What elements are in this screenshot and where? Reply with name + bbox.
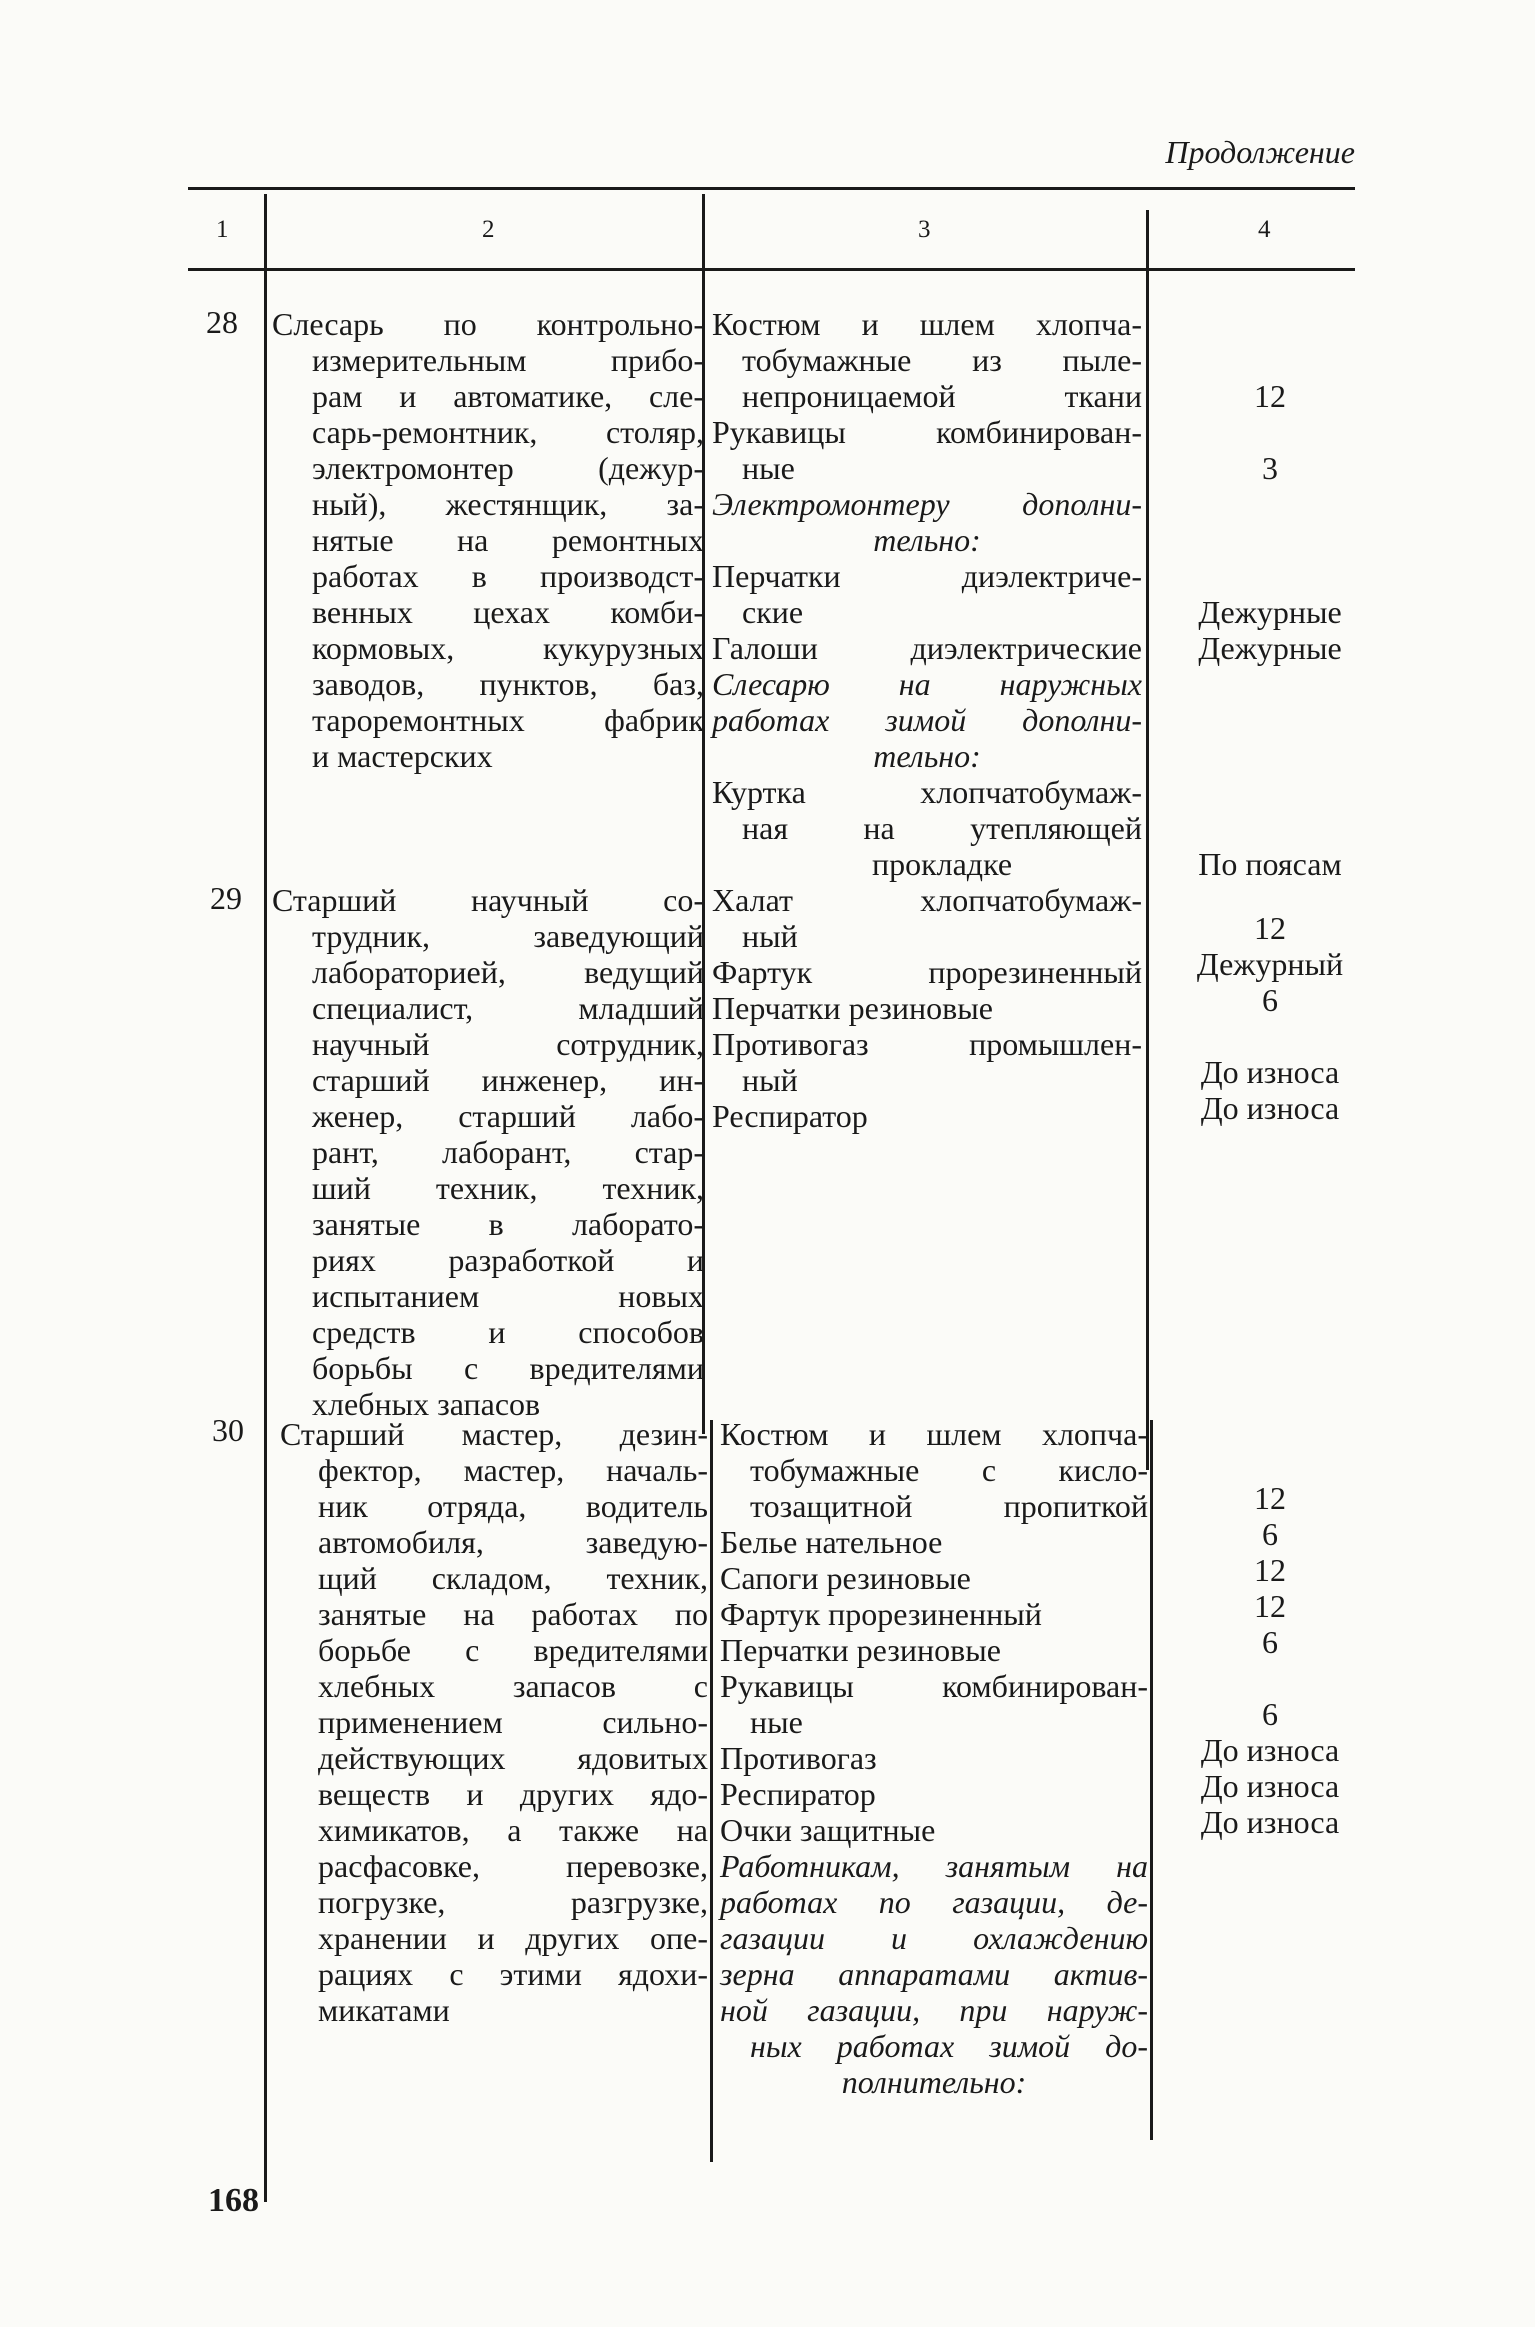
row-28-description-line: рам и автоматике, сле- (312, 378, 704, 414)
row-30-description-line: хранении и других опе- (318, 1920, 708, 1956)
row-30-description-line: хлебных запасов с (318, 1668, 708, 1704)
row-28-description-line: сарь-ремонтник, столяр, (312, 414, 704, 450)
row-30-item-line: Перчатки резиновые (720, 1632, 1001, 1668)
row-30-description-line: веществ и других ядо- (318, 1776, 708, 1812)
row-29-description-line: лабораторией, ведущий (312, 954, 704, 990)
row-28-item-line: Слесарю на наружных (712, 666, 1142, 702)
row-30-norm: 6 (1262, 1516, 1278, 1552)
row-30-item-line: Рукавицы комбинирован- (720, 1668, 1148, 1704)
row-30-description-line: погрузке, разгрузке, (318, 1884, 708, 1920)
row-number: 30 (212, 1412, 244, 1448)
row-30-description-line: расфасовке, перевозке, (318, 1848, 708, 1884)
row-28-description-line: заводов, пунктов, баз, (312, 666, 704, 702)
row-28-item-line: Рукавицы комбинирован- (712, 414, 1142, 450)
row-28-item-line: ная на утепляющей (742, 810, 1142, 846)
row-29-norm: 12 (1254, 910, 1286, 946)
row-30-norm: До износа (1200, 1768, 1340, 1804)
row-30-description-line: Старший мастер, дезин- (280, 1416, 708, 1452)
row-30-description-line: действующих ядовитых (318, 1740, 708, 1776)
row-30-item-line: Фартук прорезиненный (720, 1596, 1042, 1632)
row-28-norm: Дежурные (1198, 630, 1342, 666)
row-29-norm: До износа (1200, 1054, 1340, 1090)
page-number: 168 (208, 2182, 259, 2219)
row-29-norm: 6 (1262, 982, 1278, 1018)
row-28-description-line: нятые на ремонтных (312, 522, 704, 558)
row-30-description-line: рациях с этими ядохи- (318, 1956, 708, 1992)
row-28-description-line: электромонтер (дежур- (312, 450, 704, 486)
column-header-1: 1 (216, 216, 229, 243)
row-30-norm: 12 (1254, 1552, 1286, 1588)
row-29-description-line: испытанием новых (312, 1278, 704, 1314)
row-29-description-line: старший инженер, ин- (312, 1062, 704, 1098)
row-30-norm: 6 (1262, 1696, 1278, 1732)
row-28-item-line: Электромонтеру дополни- (712, 486, 1142, 522)
row-29-norm: До износа (1200, 1090, 1340, 1126)
row-28-norm: 12 (1254, 378, 1286, 414)
row-30-description-line: щий складом, техник, (318, 1560, 708, 1596)
table-top-rule (188, 187, 1355, 190)
row-28-norm: По поясам (1198, 846, 1342, 882)
row-30-norm: 12 (1254, 1480, 1286, 1516)
row-28-description-line: тароремонтных фабрик (312, 702, 704, 738)
row-29-description-line: занятые в лаборато- (312, 1206, 704, 1242)
row-28-item-line: Галоши диэлектрические (712, 630, 1142, 666)
row-28-item-line: ные (742, 450, 795, 486)
row-28-description-line: Слесарь по контрольно- (272, 306, 704, 342)
row-29-item-line: ный (742, 1062, 798, 1098)
row-28-item-line: тельно: (873, 522, 981, 558)
row-29-description-line: трудник, заведующий (312, 918, 704, 954)
row-29-description-line: научный сотрудник, (312, 1026, 704, 1062)
row-29-item-line: Респиратор (712, 1098, 868, 1134)
column-header-2: 2 (482, 216, 495, 243)
row-29-item-line: ный (742, 918, 798, 954)
row-30-description-line: фектор, мастер, началь- (318, 1452, 708, 1488)
row-29-item-line: Фартук прорезиненный (712, 954, 1142, 990)
row-28-item-line: Перчатки диэлектриче- (712, 558, 1142, 594)
row-30-item-line: тобумажные с кисло- (750, 1452, 1148, 1488)
row-30-item-line: Белье нательное (720, 1524, 943, 1560)
row-29-description-line: риях разработкой и (312, 1242, 704, 1278)
row-28-item-line: непроницаемой ткани (742, 378, 1142, 414)
row-30-item-line: газации и охлаждению (720, 1920, 1148, 1956)
row-28-norm: 3 (1262, 450, 1278, 486)
row-30-description-line: занятые на работах по (318, 1596, 708, 1632)
table-header-rule (188, 268, 1355, 271)
row-29-description-line: хлебных запасов (312, 1386, 541, 1422)
row-29-item-line: Халат хлопчатобумаж- (712, 882, 1142, 918)
row-29-norm: Дежурный (1196, 946, 1344, 982)
row-number: 29 (210, 880, 242, 916)
row-28-item-line: Куртка хлопчатобумаж- (712, 774, 1142, 810)
row-28-description-line: работах в производст- (312, 558, 704, 594)
row-30-item-line: Респиратор (720, 1776, 876, 1812)
continuation-label: Продолжение (1165, 134, 1355, 170)
row-28-description-line: и мастерских (312, 738, 493, 774)
row-30-description-line: борьбе с вредителями (318, 1632, 708, 1668)
column-divider-3 (1146, 210, 1149, 1470)
row-30-item-line: Сапоги резиновые (720, 1560, 971, 1596)
row-30-item-line: ные (750, 1704, 803, 1740)
row-28-item-line: Костюм и шлем хлопча- (712, 306, 1142, 342)
row-30-item-line: Работникам, занятым на (720, 1848, 1148, 1884)
row-28-item-line: работах зимой дополни- (712, 702, 1142, 738)
row-29-description-line: ший техник, техник, (312, 1170, 704, 1206)
row-30-item-line: ной газации, при наруж- (720, 1992, 1148, 2028)
column-divider-2b (710, 1420, 713, 2162)
row-28-description-line: ный), жестянщик, за- (312, 486, 704, 522)
row-number: 28 (206, 304, 238, 340)
row-28-description-line: кормовых, кукурузных (312, 630, 704, 666)
row-28-norm: Дежурные (1198, 594, 1342, 630)
column-divider-3b (1150, 1420, 1153, 2140)
row-30-norm: 6 (1262, 1624, 1278, 1660)
row-28-item-line: прокладке (871, 846, 1013, 882)
row-29-item-line: Перчатки резиновые (712, 990, 993, 1026)
row-30-norm: 12 (1254, 1588, 1286, 1624)
row-29-description-line: женер, старший лабо- (312, 1098, 704, 1134)
row-30-item-line: работах по газации, де- (720, 1884, 1148, 1920)
row-30-norm: До износа (1200, 1732, 1340, 1768)
row-30-item-line: тозащитной пропиткой (750, 1488, 1148, 1524)
row-30-item-line: Противогаз (720, 1740, 877, 1776)
row-30-item-line: Костюм и шлем хлопча- (720, 1416, 1148, 1452)
row-29-description-line: борьбы с вредителями (312, 1350, 704, 1386)
row-29-description-line: рант, лаборант, стар- (312, 1134, 704, 1170)
row-30-description-line: химикатов, а также на (318, 1812, 708, 1848)
column-divider-1 (264, 194, 267, 2202)
row-30-item-line: зерна аппаратами актив- (720, 1956, 1148, 1992)
row-28-description-line: венных цехах комби- (312, 594, 704, 630)
row-29-description-line: средств и способов (312, 1314, 704, 1350)
row-29-description-line: специалист, младший (312, 990, 704, 1026)
row-30-item-line: Очки защитные (720, 1812, 936, 1848)
row-29-item-line: Противогаз промышлен- (712, 1026, 1142, 1062)
row-28-item-line: ские (742, 594, 804, 630)
row-30-description-line: микатами (318, 1992, 450, 2028)
column-header-3: 3 (918, 216, 931, 243)
row-30-item-line: ных работах зимой до- (750, 2028, 1148, 2064)
row-30-description-line: ник отряда, водитель (318, 1488, 708, 1524)
row-29-description-line: Старший научный со- (272, 882, 704, 918)
row-30-item-line: полнительно: (841, 2064, 1027, 2100)
row-28-item-line: тельно: (873, 738, 981, 774)
row-30-norm: До износа (1200, 1804, 1340, 1840)
row-28-description-line: измерительным прибо- (312, 342, 704, 378)
row-28-item-line: тобумажные из пыле- (742, 342, 1142, 378)
column-header-4: 4 (1258, 216, 1271, 243)
row-30-description-line: применением сильно- (318, 1704, 708, 1740)
row-30-description-line: автомобиля, заведую- (318, 1524, 708, 1560)
